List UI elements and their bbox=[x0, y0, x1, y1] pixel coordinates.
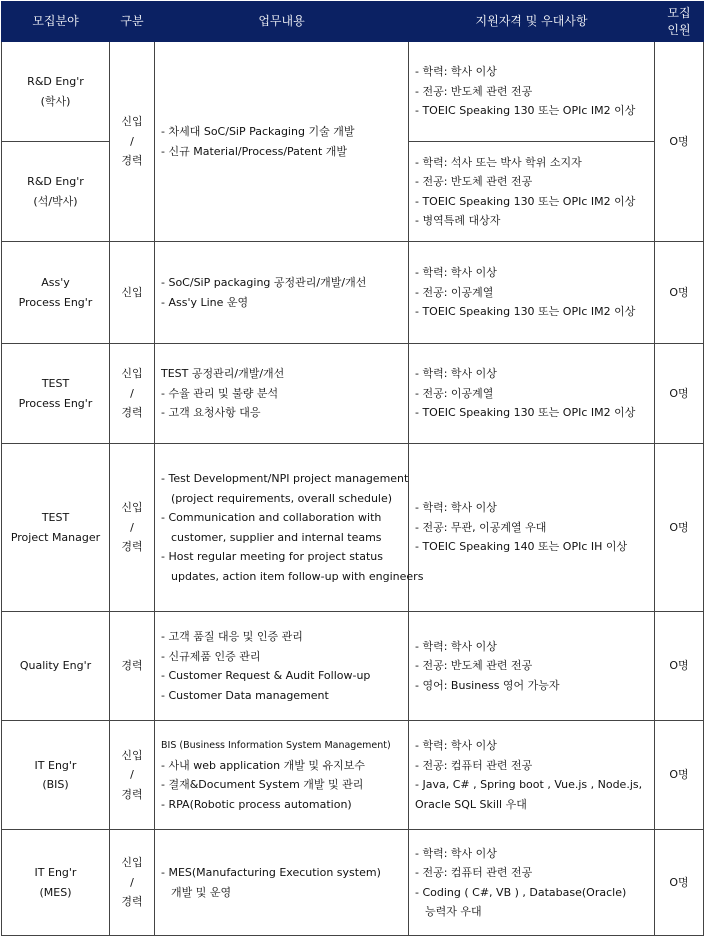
qualification-line: - 전공: 반도체 관련 전공 bbox=[415, 175, 533, 188]
qualification-line: - 학력: 석사 또는 박사 학위 소지자 bbox=[415, 155, 582, 169]
duty-line: - Host regular meeting for project status bbox=[161, 550, 383, 563]
field-cell bbox=[2, 830, 110, 936]
table-row bbox=[2, 242, 704, 344]
headcount-cell: O명 bbox=[655, 344, 704, 444]
duties-cell bbox=[155, 242, 409, 344]
qualification-line: - 학력: 학사 이상 bbox=[415, 639, 497, 653]
type-line: 신입 bbox=[121, 115, 143, 129]
field-line: R&D Eng'r bbox=[27, 75, 84, 88]
headcount-cell: O명 bbox=[655, 242, 704, 344]
recruitment-table bbox=[1, 1, 704, 936]
field-line: Process Eng'r bbox=[18, 396, 93, 410]
field-cell bbox=[2, 242, 110, 344]
type-cell bbox=[110, 721, 155, 830]
duty-line: - RPA(Robotic process automation) bbox=[161, 797, 352, 811]
qualification-line: - TOEIC Speaking 130 또는 OPIc IM2 이상 bbox=[415, 194, 636, 208]
duty-line: customer, supplier and internal teams bbox=[171, 530, 382, 544]
header-row bbox=[2, 2, 704, 42]
qualification-line: - 전공: 컴퓨터 관련 전공 bbox=[415, 866, 533, 879]
qualification-line: Oracle SQL Skill 우대 bbox=[415, 797, 527, 811]
duty-line: - 사내 web application 개발 및 유지보수 bbox=[161, 758, 366, 772]
duty-line: - 수율 관리 및 불량 분석 bbox=[161, 386, 279, 400]
field-line: Ass'y bbox=[41, 276, 70, 289]
qualification-line: - TOEIC Speaking 140 또는 OPIc IH 이상 bbox=[415, 540, 628, 554]
type-line: / bbox=[130, 875, 134, 889]
duty-line: (project requirements, overall schedule) bbox=[171, 491, 393, 505]
headcount-cell: O명 bbox=[655, 612, 704, 721]
duty-line: BIS (Business Information System Management) bbox=[161, 740, 391, 751]
qualification-line: - 병역특례 대상자 bbox=[415, 214, 501, 227]
type-cell bbox=[110, 444, 155, 612]
header-headcount-line: 인원 bbox=[667, 22, 691, 37]
type-line: 신입 bbox=[121, 856, 143, 870]
qualifications-cell bbox=[409, 142, 655, 242]
field-line: (BIS) bbox=[42, 778, 69, 791]
headcount-cell: O명 bbox=[655, 42, 704, 242]
header-duties: 업무내용 bbox=[155, 2, 409, 42]
qualification-line: - 학력: 학사 이상 bbox=[415, 739, 497, 752]
type-line: 경력 bbox=[121, 895, 143, 909]
duty-line: - Customer Data management bbox=[161, 688, 329, 702]
qualification-line: - 전공: 무관, 이공계열 우대 bbox=[415, 520, 547, 534]
qualification-line: - 학력: 학사 이상 bbox=[415, 266, 497, 280]
field-cell bbox=[2, 612, 110, 721]
type-cell bbox=[110, 612, 155, 721]
duty-line: - Test Development/NPI project management bbox=[161, 472, 409, 485]
duty-line: - 결재&Document System 개발 및 관리 bbox=[161, 778, 364, 791]
type-cell bbox=[110, 42, 155, 242]
type-cell bbox=[110, 830, 155, 936]
type-cell bbox=[110, 344, 155, 444]
field-line: TEST bbox=[41, 511, 70, 524]
type-line: 경력 bbox=[121, 787, 143, 801]
qualifications-cell bbox=[409, 42, 655, 142]
field-cell bbox=[2, 721, 110, 830]
type-line: / bbox=[130, 386, 134, 400]
field-line: (학사) bbox=[40, 94, 71, 108]
field-line: R&D Eng'r bbox=[27, 175, 84, 188]
type-line: 신입 bbox=[121, 285, 143, 299]
duty-line: - MES(Manufacturing Execution system) bbox=[161, 866, 381, 879]
duty-line: updates, action item follow-up with engineers bbox=[171, 569, 424, 583]
type-cell bbox=[110, 242, 155, 344]
duty-line: - 차세대 SoC/SiP Packaging 기술 개발 bbox=[161, 125, 355, 138]
headcount-cell: O명 bbox=[655, 721, 704, 830]
duties-cell bbox=[155, 612, 409, 721]
header-headcount-line: 모집 bbox=[667, 5, 691, 20]
duty-line: - 신규 Material/Process/Patent 개발 bbox=[161, 144, 348, 158]
qualifications-cell bbox=[409, 242, 655, 344]
field-line: IT Eng'r bbox=[34, 866, 77, 879]
field-line: IT Eng'r bbox=[34, 758, 77, 772]
type-line: 신입 bbox=[121, 748, 143, 762]
type-line: 경력 bbox=[121, 659, 143, 673]
duty-line: - SoC/SiP packaging 공정관리/개발/개선 bbox=[161, 276, 367, 289]
duty-line: - 고객 요청사항 대응 bbox=[161, 406, 261, 420]
field-cell bbox=[2, 344, 110, 444]
field-line: Quality Eng'r bbox=[19, 659, 92, 673]
qualification-line: - 영어: Business 영어 가능자 bbox=[415, 678, 560, 692]
qualification-line: - 전공: 이공계열 bbox=[415, 285, 494, 299]
duties-cell bbox=[155, 42, 409, 242]
qualification-line: - 전공: 이공계열 bbox=[415, 386, 494, 400]
type-line: / bbox=[130, 768, 134, 782]
qualifications-cell bbox=[409, 721, 655, 830]
qualification-line: - 전공: 반도체 관련 전공 bbox=[415, 84, 533, 98]
qualification-line: - 학력: 학사 이상 bbox=[415, 501, 497, 515]
qualification-line: - TOEIC Speaking 130 또는 OPIc IM2 이상 bbox=[415, 406, 636, 420]
field-cell bbox=[2, 42, 110, 142]
qualification-line: - 전공: 컴퓨터 관련 전공 bbox=[415, 758, 533, 772]
field-line: Process Eng'r bbox=[18, 295, 93, 309]
duty-line: - Ass'y Line 운영 bbox=[161, 295, 249, 309]
qualification-line: - Java, C# , Spring boot , Vue.js , Node.js, bbox=[415, 778, 643, 791]
table-row bbox=[2, 612, 704, 721]
duties-cell bbox=[155, 830, 409, 936]
type-line: 경력 bbox=[121, 406, 143, 420]
duty-line: TEST 공정관리/개발/개선 bbox=[161, 367, 285, 381]
duty-line: - 신규제품 인증 관리 bbox=[161, 649, 261, 663]
duty-line: - 고객 품질 대응 및 인증 관리 bbox=[161, 630, 303, 643]
qualification-line: - TOEIC Speaking 130 또는 OPIc IM2 이상 bbox=[415, 104, 636, 118]
duties-cell bbox=[155, 344, 409, 444]
duties-cell bbox=[155, 721, 409, 830]
table-row bbox=[2, 830, 704, 936]
type-line: 경력 bbox=[121, 154, 143, 168]
qualification-line: - TOEIC Speaking 130 또는 OPIc IM2 이상 bbox=[415, 305, 636, 319]
field-line: TEST bbox=[41, 377, 70, 390]
qualification-line: 능력자 우대 bbox=[425, 905, 482, 918]
header-field: 모집분야 bbox=[2, 2, 110, 42]
qualification-line: - 학력: 학사 이상 bbox=[415, 846, 497, 860]
header-headcount bbox=[655, 2, 704, 42]
headcount-cell: O명 bbox=[655, 830, 704, 936]
qualifications-cell bbox=[409, 444, 655, 612]
qualification-line: - Coding ( C#, VB ) , Database(Oracle) bbox=[415, 885, 627, 899]
field-line: (MES) bbox=[39, 885, 72, 899]
qualification-line: - 학력: 학사 이상 bbox=[415, 65, 497, 79]
duty-line: - Communication and collaboration with bbox=[161, 511, 382, 524]
type-line: 신입 bbox=[121, 367, 143, 381]
field-cell bbox=[2, 444, 110, 612]
headcount-cell: O명 bbox=[655, 444, 704, 612]
table-row bbox=[2, 42, 704, 142]
field-cell bbox=[2, 142, 110, 242]
qualification-line: - 학력: 학사 이상 bbox=[415, 367, 497, 381]
table-row bbox=[2, 444, 704, 612]
type-line: 신입 bbox=[121, 501, 143, 515]
header-qualifications: 지원자격 및 우대사항 bbox=[409, 2, 655, 42]
duty-line: - Customer Request & Audit Follow-up bbox=[161, 669, 371, 682]
field-line: (석/박사) bbox=[33, 194, 78, 208]
table-row bbox=[2, 721, 704, 830]
qualification-line: - 전공: 반도체 관련 전공 bbox=[415, 659, 533, 673]
field-line: Project Manager bbox=[10, 530, 101, 544]
type-line: 경력 bbox=[121, 540, 143, 554]
table-row bbox=[2, 344, 704, 444]
header-type: 구분 bbox=[110, 2, 155, 42]
qualifications-cell bbox=[409, 612, 655, 721]
type-line: / bbox=[130, 520, 134, 534]
duty-line: 개발 및 운영 bbox=[171, 885, 232, 899]
type-line: / bbox=[130, 134, 134, 148]
qualifications-cell bbox=[409, 344, 655, 444]
qualifications-cell bbox=[409, 830, 655, 936]
duties-cell bbox=[155, 444, 424, 612]
